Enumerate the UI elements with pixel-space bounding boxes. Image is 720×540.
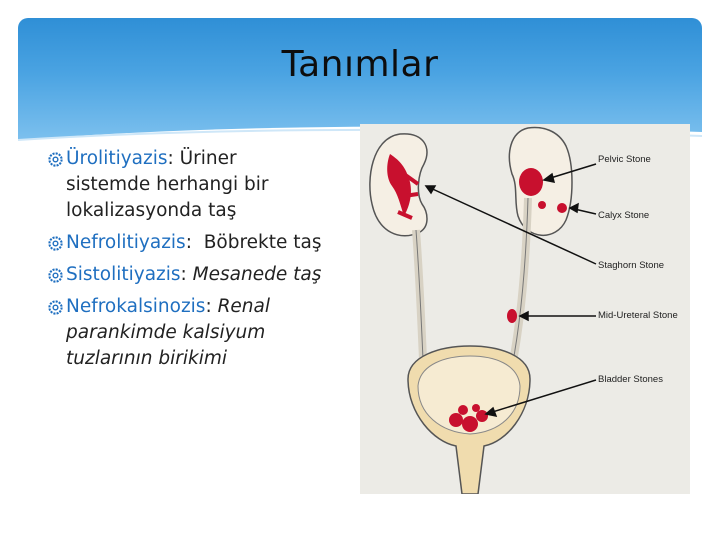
gear-bullet-icon <box>48 300 63 315</box>
term-sistolitiyazis: Sistolitiyazis <box>66 264 181 285</box>
bullet-list <box>48 146 358 378</box>
list-item: Nefrokalsinozis: Renal parankimde kalsiyum tuzlarının birikimi <box>48 294 358 372</box>
term-urolitiyazis: Ürolitiyazis <box>66 148 168 169</box>
urinary-tract-illustration <box>360 124 690 494</box>
slide-title: Tanımlar <box>281 44 439 85</box>
label-mid-ureteral-stone: Mid-Ureteral Stone <box>598 310 678 321</box>
urinary-stone-diagram <box>360 124 690 494</box>
gear-bullet-icon <box>48 268 63 283</box>
label-bladder-stones: Bladder Stones <box>598 374 663 385</box>
gear-bullet-icon <box>48 236 63 251</box>
term-nefrolitiyazis: Nefrolitiyazis <box>66 232 186 253</box>
label-calyx-stone: Calyx Stone <box>598 210 650 221</box>
list-item: Nefrolitiyazis: Böbrekte taş <box>48 230 358 256</box>
label-pelvic-stone: Pelvic Stone <box>598 154 651 165</box>
list-item: Sistolitiyazis: Mesanede taş <box>48 262 358 288</box>
label-staghorn-stone: Staghorn Stone <box>598 260 665 271</box>
gear-bullet-icon <box>48 152 63 167</box>
list-item: Ürolitiyazis: Üriner sistemde herhangi bir lokalizasyonda taş <box>48 146 358 224</box>
term-nefrokalsinozis: Nefrokalsinozis <box>66 296 206 317</box>
